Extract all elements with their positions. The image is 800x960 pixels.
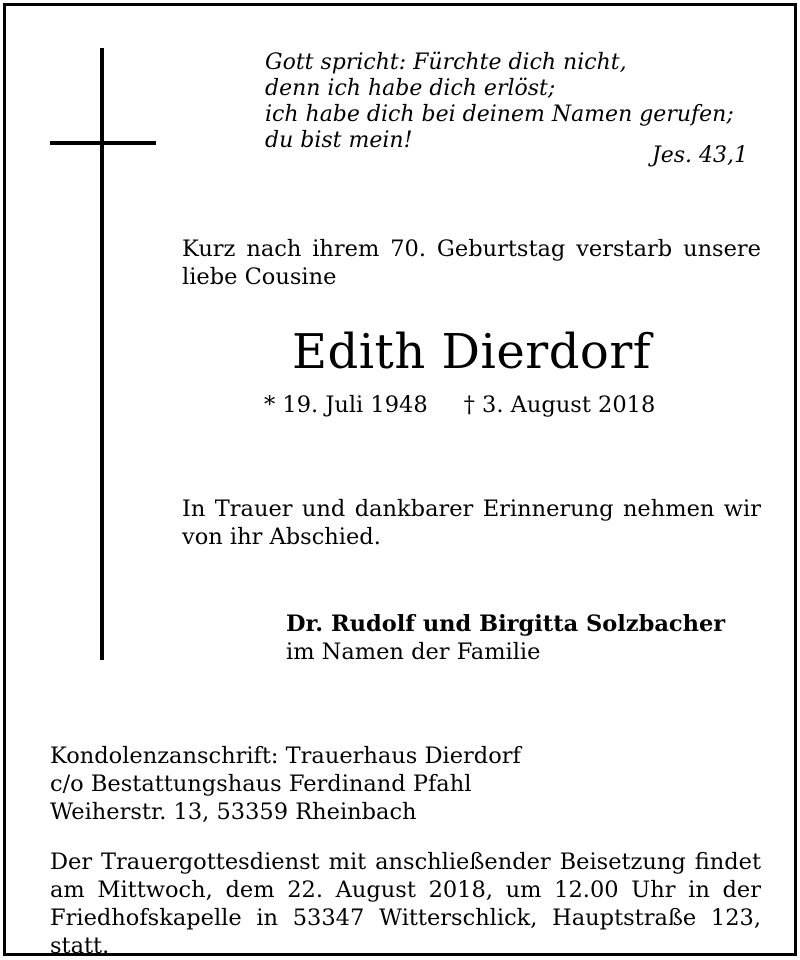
signature-note: im Namen der Familie: [286, 639, 541, 665]
mourning-text: In Trauer und dankbarer Erinnerung nehmen wir von ihr Abschied.: [182, 496, 761, 550]
service-info: Der Trauergottesdienst mit anschließender Beisetzung findet am Mittwoch, dem 22. August 2018, um 12.00 Uhr in der Friedhofskapelle in 53347 Witterschlick, Hauptstraße 123, statt.: [50, 849, 761, 959]
condolence-address: [50, 742, 521, 826]
signature-names: Dr. Rudolf und Birgitta Solzbacher: [286, 611, 726, 637]
verse-line: Gott spricht: Fürchte dich nicht,: [265, 50, 627, 75]
verse-line: du bist mein!: [265, 128, 413, 153]
address-line: Weiherstr. 13, 53359 Rheinbach: [50, 799, 417, 825]
signature: [286, 610, 725, 666]
birth-date: * 19. Juli 1948: [264, 392, 428, 418]
verse-line: denn ich habe dich erlöst;: [265, 76, 556, 101]
bible-verse: [265, 50, 734, 154]
cross-icon: [100, 48, 104, 660]
intro-text: Kurz nach ihrem 70. Geburtstag verstarb unsere liebe Cousine: [182, 236, 761, 290]
cross-icon-bar: [50, 141, 156, 145]
verse-line: ich habe dich bei deinem Namen gerufen;: [265, 102, 734, 127]
deceased-name: Edith Dierdorf: [291, 324, 652, 380]
death-date: † 3. August 2018: [463, 392, 656, 418]
address-line: Kondolenzanschrift: Trauerhaus Dierdorf: [50, 743, 521, 769]
verse-reference: Jes. 43,1: [651, 143, 748, 168]
address-line: c/o Bestattungshaus Ferdinand Pfahl: [50, 771, 472, 797]
life-dates: [264, 391, 655, 419]
obituary-frame: [3, 3, 797, 959]
